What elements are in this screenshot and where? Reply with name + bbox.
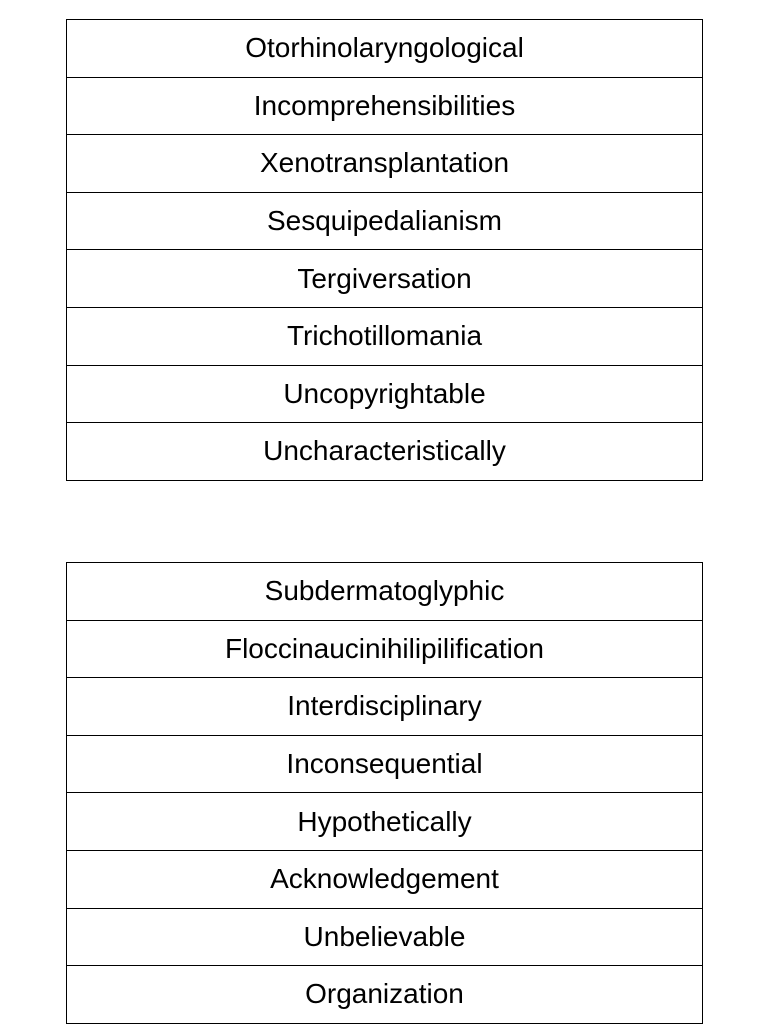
table-cell: Sesquipedalianism [67,192,703,250]
table-cell: Uncharacteristically [67,423,703,481]
table-cell: Xenotransplantation [67,135,703,193]
table-cell: Trichotillomania [67,307,703,365]
table-cell: Uncopyrightable [67,365,703,423]
word-table-1 [66,19,703,481]
word-table-2 [66,562,703,1024]
table-cell: Acknowledgement [67,850,703,908]
table-row [67,77,703,135]
table-row [67,793,703,851]
table-row [67,563,703,621]
table-cell: Organization [67,966,703,1024]
table-row [67,423,703,481]
table-cell: Subdermatoglyphic [67,563,703,621]
table-row [67,192,703,250]
table-row [67,20,703,78]
table-row [67,620,703,678]
table-cell: Interdisciplinary [67,678,703,736]
table-row [67,678,703,736]
table-row [67,908,703,966]
table-row [67,735,703,793]
table-cell: Inconsequential [67,735,703,793]
table-cell: Tergiversation [67,250,703,308]
table-cell: Floccinaucinihilipilification [67,620,703,678]
table-row [67,250,703,308]
table-row [67,365,703,423]
table-cell: Incomprehensibilities [67,77,703,135]
table-row [67,850,703,908]
table-cell: Otorhinolaryngological [67,20,703,78]
table-row [67,307,703,365]
table-cell: Hypothetically [67,793,703,851]
table-cell: Unbelievable [67,908,703,966]
table-row [67,135,703,193]
table-row [67,966,703,1024]
